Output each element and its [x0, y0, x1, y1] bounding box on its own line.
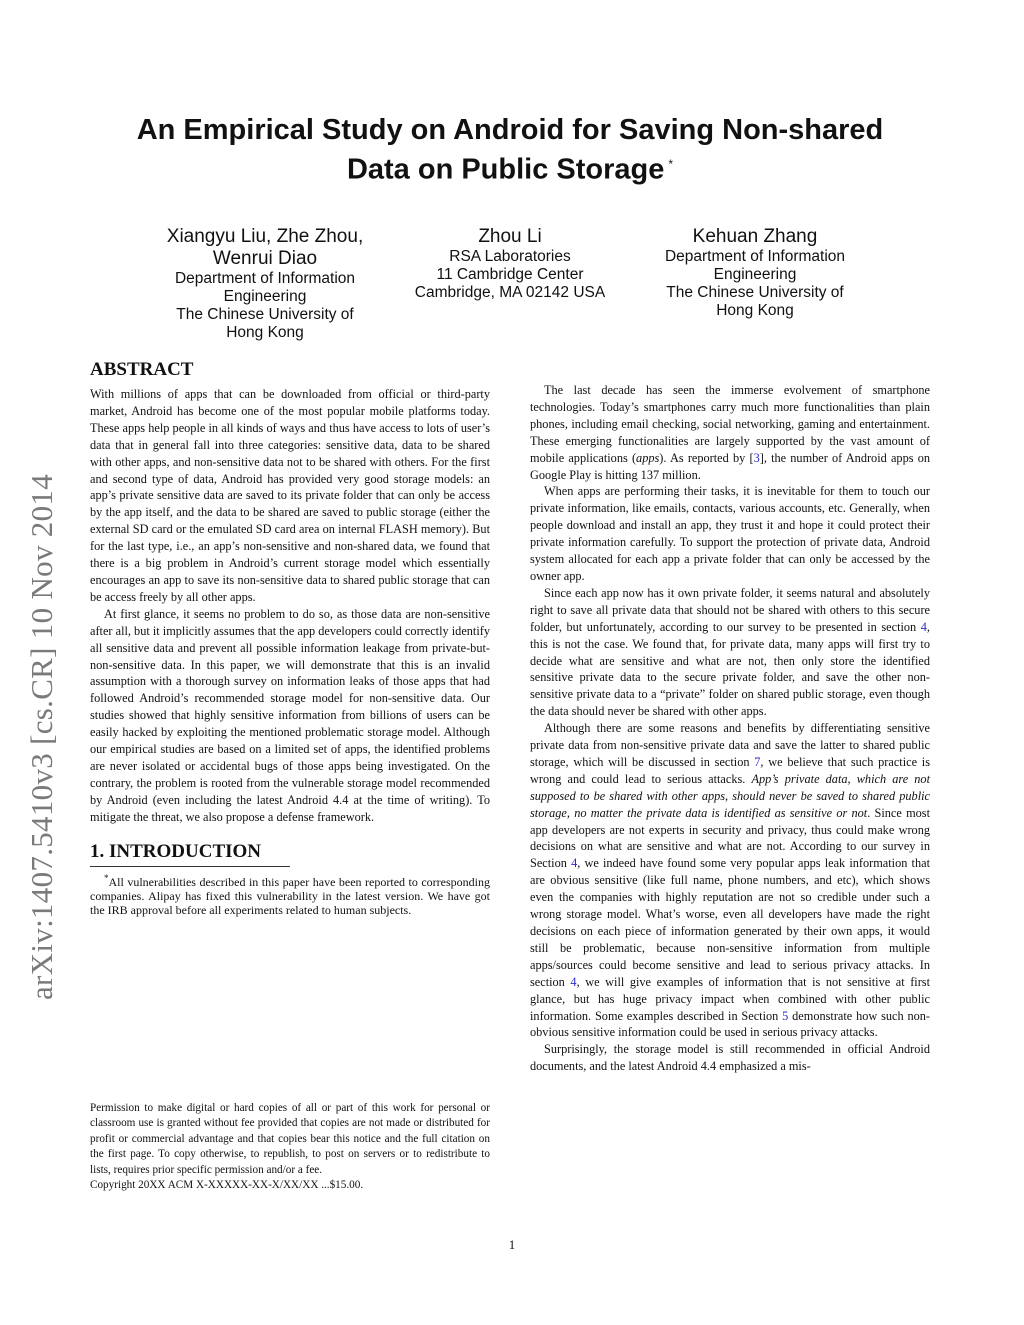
title-line-2: [90, 147, 930, 187]
introduction-heading: 1. INTRODUCTION: [90, 840, 262, 862]
affiliation-line: 11 Cambridge Center: [436, 266, 584, 283]
emphasis: apps: [636, 450, 660, 465]
affiliation-line: Hong Kong: [226, 324, 304, 341]
author-block-li: [395, 226, 625, 302]
citation-link[interactable]: 3: [753, 450, 760, 465]
author-names: Xiangyu Liu, Zhe Zhou,: [166, 226, 364, 247]
affiliation-line: The Chinese University of: [176, 306, 354, 323]
text-run: . Since most app developers are not experts in security and privacy, thus could make wrong decisions on what are sensitive and what are not. According to our survey in Section: [530, 805, 930, 871]
title-footnote-mark: *: [668, 157, 674, 171]
abstract-paragraph: At first glance, it seems no problem to do so, as those data are non-sensitive after all, but it implicitly assumes that the app developers could correctly identify all sensitive data and prevent all possible information leakage from private-but-non-sensitive data. In this paper, we will demonstrate that this is an invalid assumption with a thorough survey on information leaks of those apps that had followed Android’s recommended storage model for non-sensitive data. Our studies showed that highly sensitive information from billions of users can be easily hacked by exploiting the mentioned problematic storage model. Although our empirical studies are based on a limited set of apps, the identified problems are never isolated or accidental bugs of those apps being investigated. On the contrary, the problem is rooted from the vulnerable storage model recommended by Android (even including the latest Android 4.4 at the time of writing). To mitigate the threat, we also propose a defense framework.: [90, 606, 490, 824]
author-block-zhang: [640, 226, 870, 320]
affiliation-line: Engineering: [223, 288, 307, 305]
affiliation-line: RSA Laboratories: [449, 248, 571, 265]
text-run: demonstrate how such non-obvious sensitive information could be used in serious privacy attacks.: [530, 1008, 931, 1040]
left-column: [90, 358, 490, 918]
section-link[interactable]: 7: [754, 754, 761, 769]
right-column: [530, 382, 930, 1075]
author-block-liu: [150, 226, 380, 342]
arxiv-identifier: arXiv:1407.5410v3 [cs.CR] 10 Nov 2014: [24, 473, 59, 1000]
intro-paragraph: [530, 382, 930, 483]
abstract-heading: ABSTRACT: [90, 359, 194, 380]
text-run: , we will give examples of information that is not sensitive at first glance, but has huge privacy impact when combined with other public information. Some examples described in Section: [530, 974, 931, 1023]
text-run: ). As reported by [: [659, 450, 754, 465]
permission-notice: [90, 1101, 490, 1193]
author-names: Zhou Li: [478, 226, 542, 247]
footnote-text: All vulnerabilities described in this paper have been reported to corresponding companies. Alipay has fixed this vulnerability in the latest version. We have got the IRB approval before all experiments related to human subjects.: [90, 874, 490, 918]
text-run: Since each app now has it own private folder, it seems natural and absolutely right to save all private data that should not be shared with others to this secure folder, but unfortunately, according to our survey to be presented in section: [530, 585, 930, 634]
title-line-1: An Empirical Study on Android for Saving Non-shared: [136, 114, 884, 146]
affiliation-line: Department of Information: [664, 248, 846, 265]
section-link[interactable]: 4: [570, 974, 577, 989]
copyright-line: Copyright 20XX ACM X-XXXXX-XX-X/XX/XX ...$15.00.: [90, 1179, 364, 1192]
author-names: Kehuan Zhang: [692, 226, 818, 247]
paper-title: [90, 113, 930, 187]
permission-text: Permission to make digital or hard copies of all or part of this work for personal or classroom use is granted without fee provided that copies are not made or distributed for profit or commercial advantage and that copies bear this notice and the full citation on the first page. To copy otherwise, to republish, to post on servers or to redistribute to lists, requires prior specific permission and/or a fee.: [90, 1102, 490, 1176]
author-names: Wenrui Diao: [212, 248, 318, 269]
section-link[interactable]: 5: [782, 1008, 789, 1023]
affiliation-line: Department of Information: [174, 270, 356, 287]
page-number: 1: [508, 1237, 516, 1252]
text-run: ], the number of Android apps on Google Play is hitting 137 million.: [530, 450, 930, 482]
footnote-mark: *: [104, 872, 109, 883]
title-line-2-text: Data on Public Storage: [346, 153, 665, 186]
footnote: [90, 871, 490, 918]
section-link[interactable]: 4: [571, 856, 578, 871]
section-link[interactable]: 4: [920, 619, 927, 634]
text-run: , this is not the case. We found that, for private data, many apps will first try to decide what are sensitive and what are not, then only store the identified sensitive private data to the secure private folder, and save the other non-sensitive private data to a “private” folder on shared public storage, even though the data should never be shared with other apps.: [530, 619, 930, 719]
intro-paragraph: When apps are performing their tasks, it is inevitable for them to touch our private information, like emails, contacts, various accounts, etc. Generally, when people download and install an app, they trust it and hope it could protect their private information carefully. To support the protection of private data, Android system allocated for each app a private folder that can only be accessed by the owner app.: [530, 484, 930, 583]
text-run: , we believe that such practice is wrong and could lead to serious attacks.: [530, 754, 931, 786]
affiliation-line: Hong Kong: [716, 302, 794, 319]
abstract-paragraph: With millions of apps that can be downloaded from official or third-party market, Android has become one of the most popular mobile platforms today. These apps help people in all kinds of ways and thus have access to lots of user’s data that in general fall into three categories: sensitive data, data to be shared with other apps, and non-sensitive data not to be shared with others. For the first and second type of data, Android has provided very good storage models: an app’s private sensitive data are saved to its private folder that can only be access by the app itself, and the data to be shared are saved to public storage (either the external SD card or the emulated SD card area on internal FLASH memory). But for the last type, i.e., an app’s non-sensitive and non-shared data, we found that there is a big problem in Android’s current storage model which essentially encourages an app to save its non-sensitive data to shared public storage that can be access freely by all other apps.: [90, 387, 490, 604]
emphasis: App’s private data, which are not supposed to be shared with other apps, should never be saved to shared public storage, no matter the private data is identified as sensitive or not: [530, 771, 930, 820]
affiliation-line: The Chinese University of: [666, 284, 844, 301]
text-run: The last decade has seen the immerse evolvement of smartphone technologies. Today’s smartphones carry much more functionalities than plain phones, including email checking, social networking, gaming and entertainment. These emerging functionalities are largely supported by the vast amount of mobile applications (: [530, 383, 930, 465]
affiliation-line: Engineering: [713, 266, 797, 283]
text-run: , we indeed have found some very popular apps leak information that are obvious sensitive (like full name, phone numbers, and etc), which shows even the companies with highly reputation are not so credible under such a wrong storage model. What’s worse, even all developers have made the right decisions on each piece of information generated by their own apps, it would still be problematic, because non-sensitive information from multiple apps/sources could become sensitive and lead to serious privacy attacks. In section: [530, 856, 931, 989]
intro-paragraph: [530, 585, 930, 720]
intro-paragraph: [530, 720, 930, 1041]
intro-paragraph: Surprisingly, the storage model is still recommended in official Android documents, and the latest Android 4.4 emphasized a mis-: [530, 1042, 930, 1074]
affiliation-line: Cambridge, MA 02142 USA: [414, 284, 606, 301]
footnote-divider: [90, 866, 290, 867]
text-run: Although there are some reasons and benefits by differentiating sensitive private data from non-sensitive private data and save the latter to shared public storage, which will be discussed in section: [530, 721, 930, 769]
